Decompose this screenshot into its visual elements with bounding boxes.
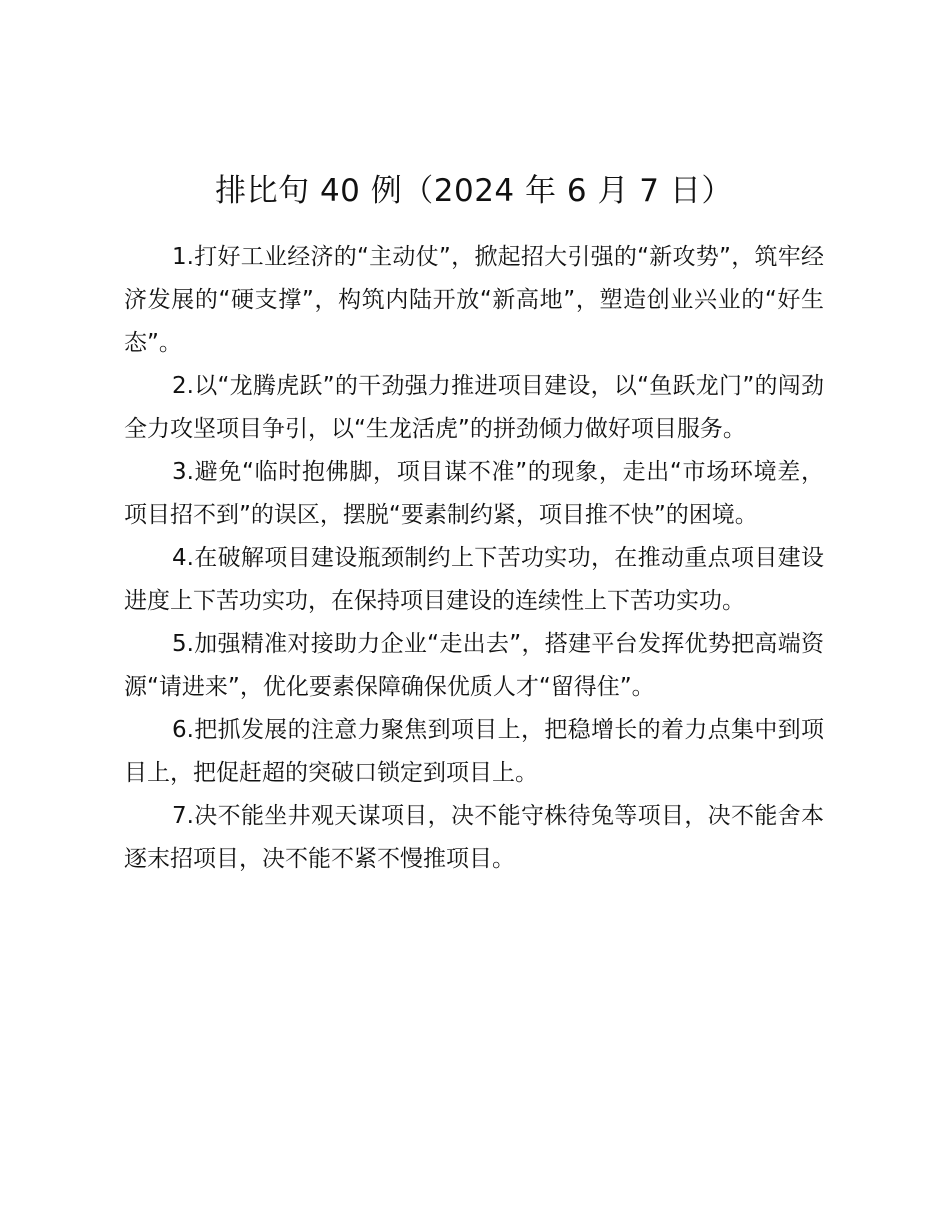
document-page — [124, 168, 824, 881]
paragraph-1: 1.打好工业经济的“主动仗”，掀起招大引强的“新攻势”，筑牢经济发展的“硬支撑”，构筑内陆开放“新高地”，塑造创业兴业的“好生态”。 — [124, 244, 824, 356]
paragraph-4: 4.在破解项目建设瓶颈制约上下苦功实功，在推动重点项目建设进度上下苦功实功，在保持项目建设的连续性上下苦功实功。 — [124, 545, 824, 614]
paragraph-5: 5.加强精准对接助力企业“走出去”，搭建平台发挥优势把高端资源“请进来”，优化要素保障确保优质人才“留得住”。 — [124, 631, 824, 700]
paragraph-6: 6.把抓发展的注意力聚焦到项目上，把稳增长的着力点集中到项目上，把促赶超的突破口锁定到项目上。 — [124, 717, 824, 786]
paragraph-2: 2.以“龙腾虎跃”的干劲强力推进项目建设，以“鱼跃龙门”的闯劲全力攻坚项目争引，以“生龙活虎”的拼劲倾力做好项目服务。 — [124, 373, 824, 442]
paragraph-3: 3.避免“临时抱佛脚，项目谋不准”的现象，走出“市场环境差，项目招不到”的误区，摆脱“要素制约紧，项目推不快”的困境。 — [124, 459, 824, 528]
document-title: 排比句 40 例（2024 年 6 月 7 日） — [215, 173, 733, 209]
paragraph-7: 7.决不能坐井观天谋项目，决不能守株待兔等项目，决不能舍本逐末招项目，决不能不紧不慢推项目。 — [124, 803, 824, 872]
